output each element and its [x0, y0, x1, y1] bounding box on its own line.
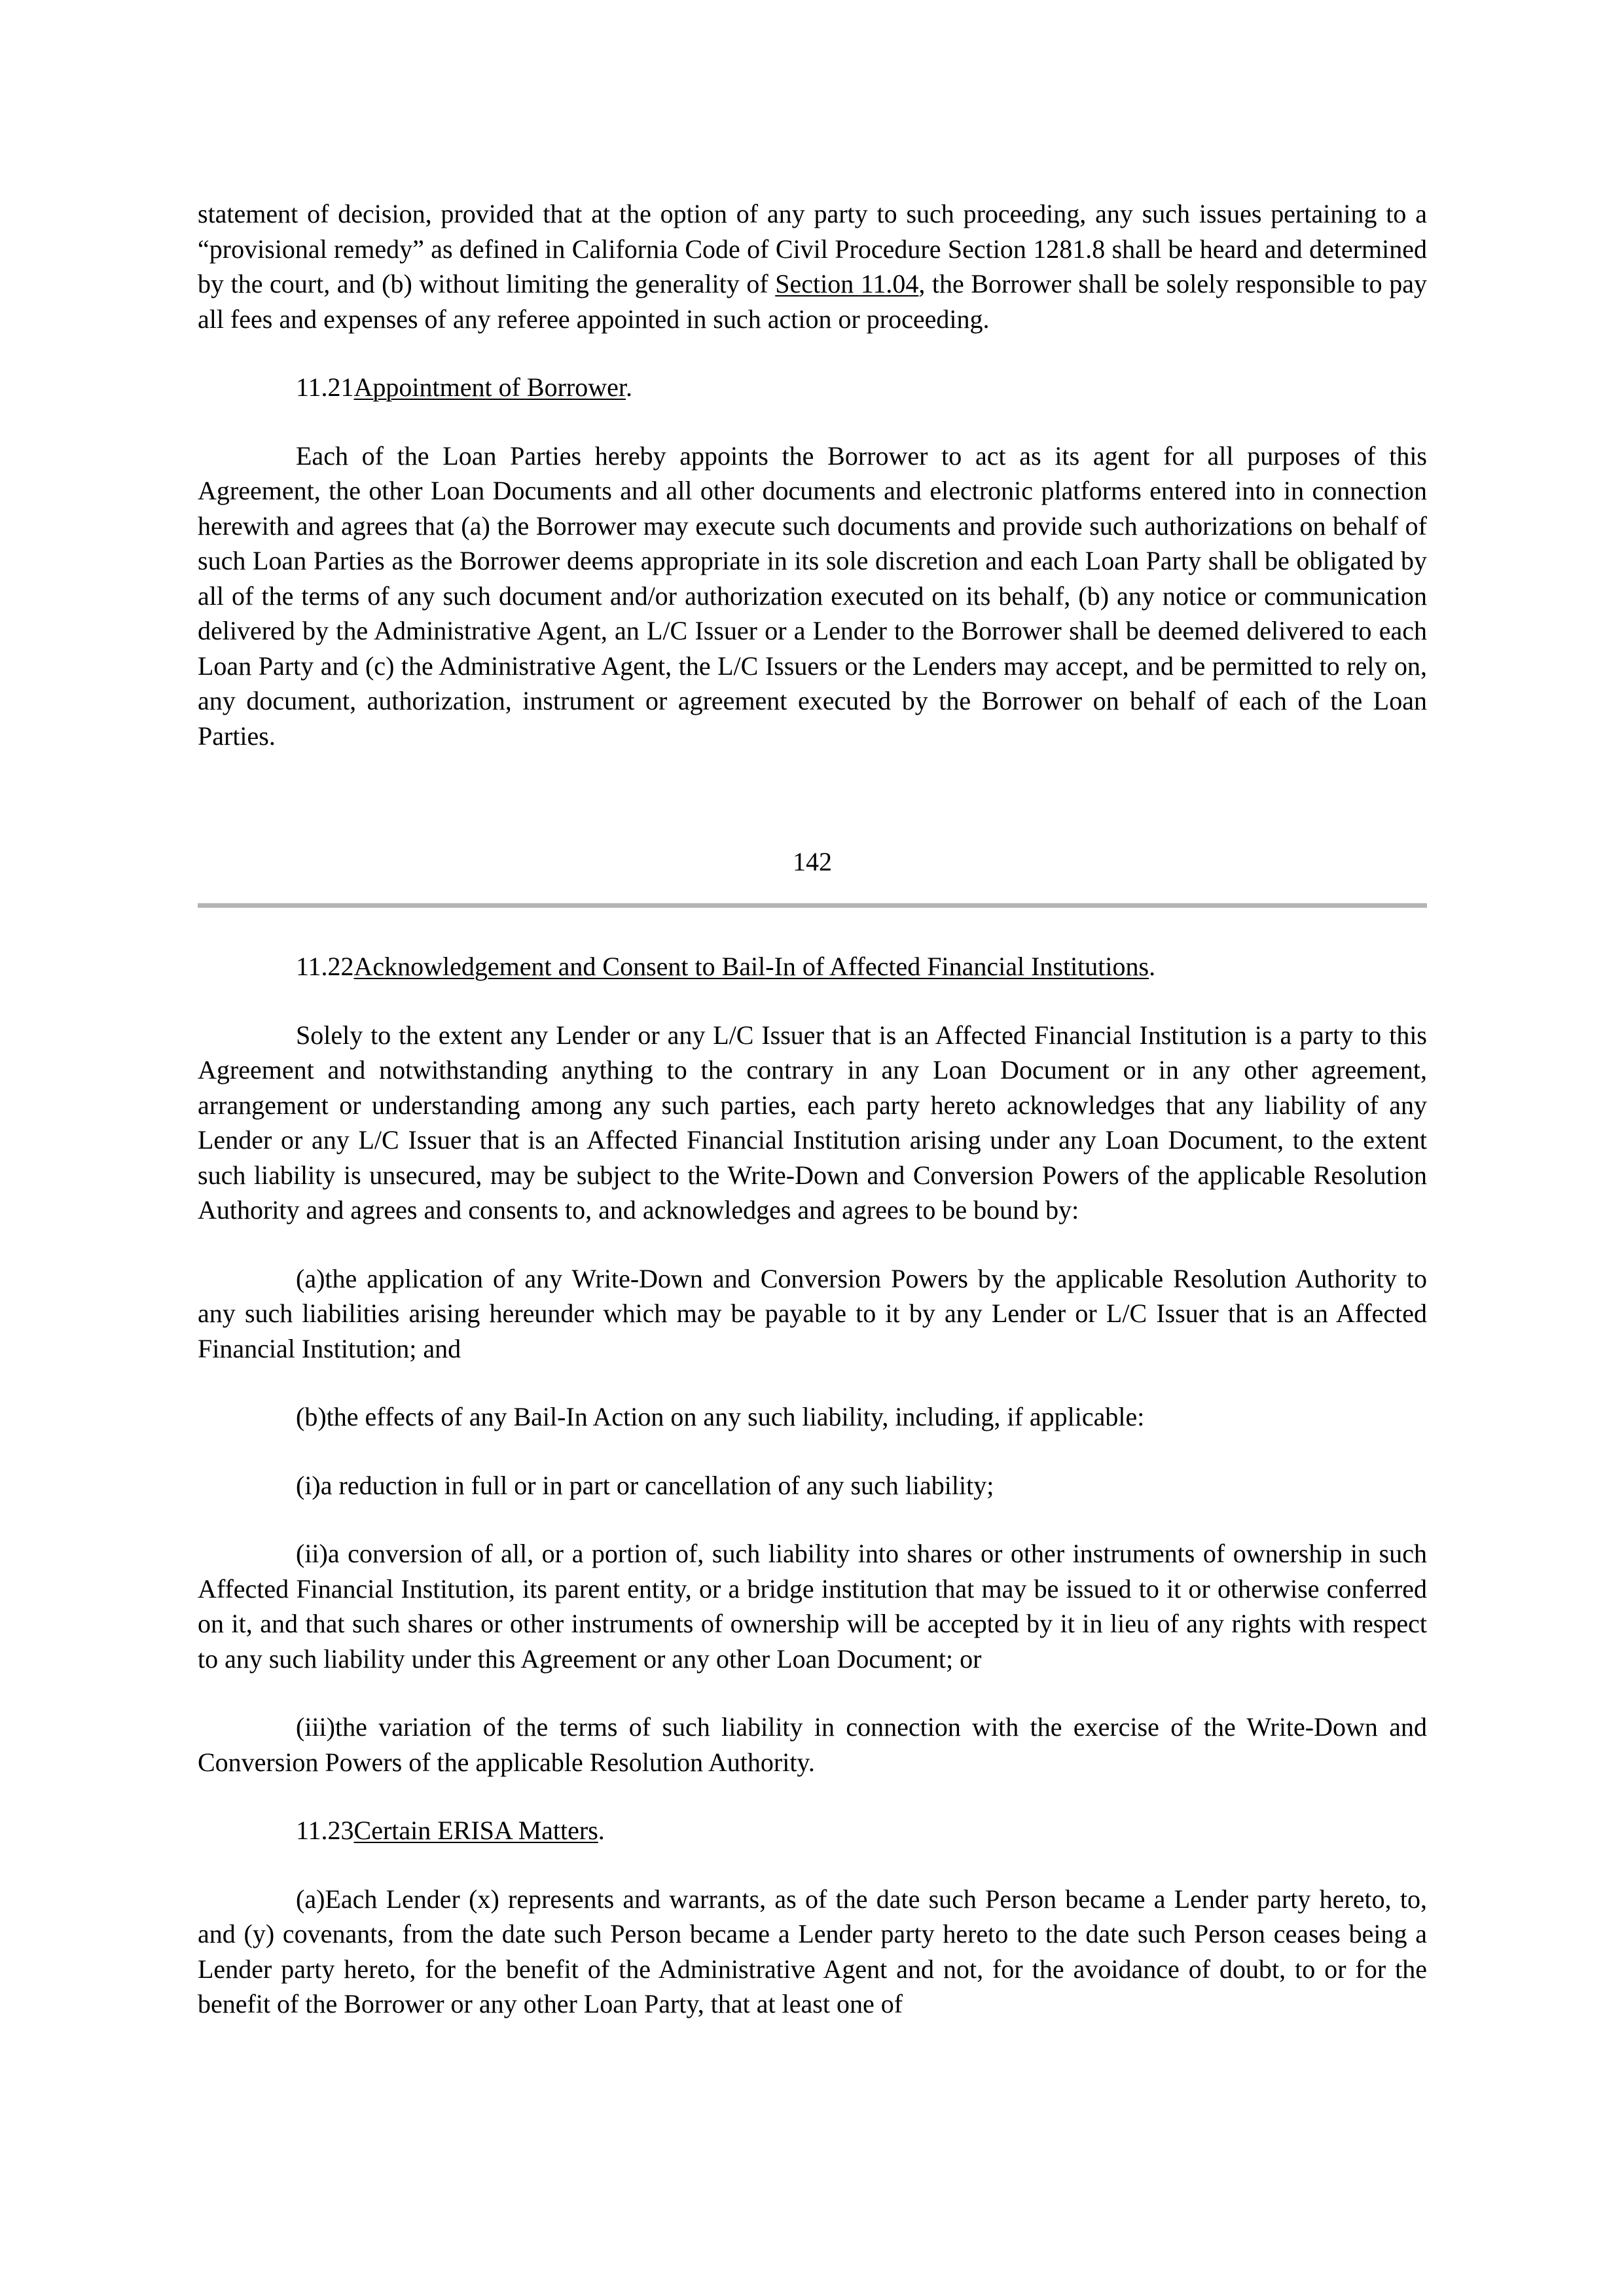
page-lower-section: [198, 949, 1427, 2022]
section-heading-11-21: [198, 370, 1427, 405]
section-title: Certain ERISA Matters: [353, 1816, 598, 1845]
section-heading-11-22: [198, 949, 1427, 984]
clause-ii: (ii)a conversion of all, or a portion of, such liability into shares or other instruments of ownership in such Affected Financial Institution, its parent entity, or a bridge institution that may be issued to it or otherwise conferred on it, and that such shares or other instruments of ownership will be accepted by it in lieu of any rights with respect to any such liability under this Agreement or any other Loan Document; or: [198, 1539, 1427, 1674]
section-number: 11.23: [296, 1816, 354, 1845]
section-title: Acknowledgement and Consent to Bail-In of Affected Financial Institutions: [353, 952, 1149, 981]
clause-a: (a)the application of any Write-Down and Conversion Powers by the applicable Resolution Authority to any such liabilities arising hereunder which may be payable to it by any Lender or L/C Issuer that is an Affected Financial Institution; and: [198, 1263, 1427, 1363]
clause-iii: (iii)the variation of the terms of such liability in connection with the exercise of the Write-Down and Conversion Powers of the applicable Resolution Authority.: [198, 1712, 1427, 1777]
page-break-divider: [198, 903, 1427, 908]
section-number: 11.21: [296, 372, 354, 402]
section-title: Appointment of Borrower: [353, 372, 626, 402]
section-title-period: .: [1149, 952, 1156, 981]
clause-b: (b)the effects of any Bail-In Action on any such liability, including, if applicable:: [296, 1402, 1145, 1431]
section-11-23-clause-a: (a)Each Lender (x) represents and warrants, as of the date such Person became a Lender party hereto, to, and (y) covenants, from the date such Person became a Lender party hereto to the date such Person ceases being a Lender party hereto, for the benefit of the Administrative Agent and not, for the avoidance of doubt, to or for the benefit of the Borrower or any other Loan Party, that at least one of: [198, 1884, 1427, 2018]
section-number: 11.22: [296, 952, 354, 981]
section-title-period: .: [598, 1816, 605, 1845]
section-reference-link[interactable]: Section 11.04: [775, 269, 919, 298]
continued-paragraph-text-2: , the Borrower shall be solely responsible to pay all fees and expenses of any referee appointed in such action or proceeding.: [198, 269, 1427, 334]
section-title-period: .: [626, 372, 633, 402]
section-11-21-body: Each of the Loan Parties hereby appoints the Borrower to act as its agent for all purposes of this Agreement, the other Loan Documents and all other documents and electronic platforms entered into in connection herewith and agrees that (a) the Borrower may execute such documents and provide such authorizations on behalf of such Loan Parties as the Borrower deems appropriate in its sole discretion and each Loan Party shall be obligated by all of the terms of any such document and/or authorization executed on its behalf, (b) any notice or communication delivered by the Administrative Agent, an L/C Issuer or a Lender to the Borrower shall be deemed delivered to each Loan Party and (c) the Administrative Agent, the L/C Issuers or the Lenders may accept, and be permitted to rely on, any document, authorization, instrument or agreement executed by the Borrower on behalf of each of the Loan Parties.: [198, 440, 1427, 751]
continued-paragraph: [198, 196, 1427, 336]
section-11-22-intro: Solely to the extent any Lender or any L/C Issuer that is an Affected Financial Institution is a party to this Agreement and notwithstanding anything to the contrary in any Loan Document or in any other agreement, arrangement or understanding among any such parties, each party hereto acknowledges that any liability of any Lender or any L/C Issuer that is an Affected Financial Institution arising under any Loan Document, to the extent such liability is unsecured, may be subject to the Write-Down and Conversion Powers of the applicable Resolution Authority and agrees and consents to, and acknowledges and agrees to be bound by:: [198, 1020, 1427, 1225]
page-upper-section: [198, 196, 1427, 753]
continued-paragraph-text-1: statement of decision, provided that at the option of any party to such proceeding, any such issues pertaining to a “provisional remedy” as defined in California Code of Civil Procedure Section 1281.8 shall be heard and determined by the court, and (b) without limiting the generality of: [198, 199, 1427, 298]
section-heading-11-23: [198, 1813, 1427, 1848]
clause-i: (i)a reduction in full or in part or cancellation of any such liability;: [296, 1470, 994, 1500]
page-number: 142: [793, 847, 832, 876]
